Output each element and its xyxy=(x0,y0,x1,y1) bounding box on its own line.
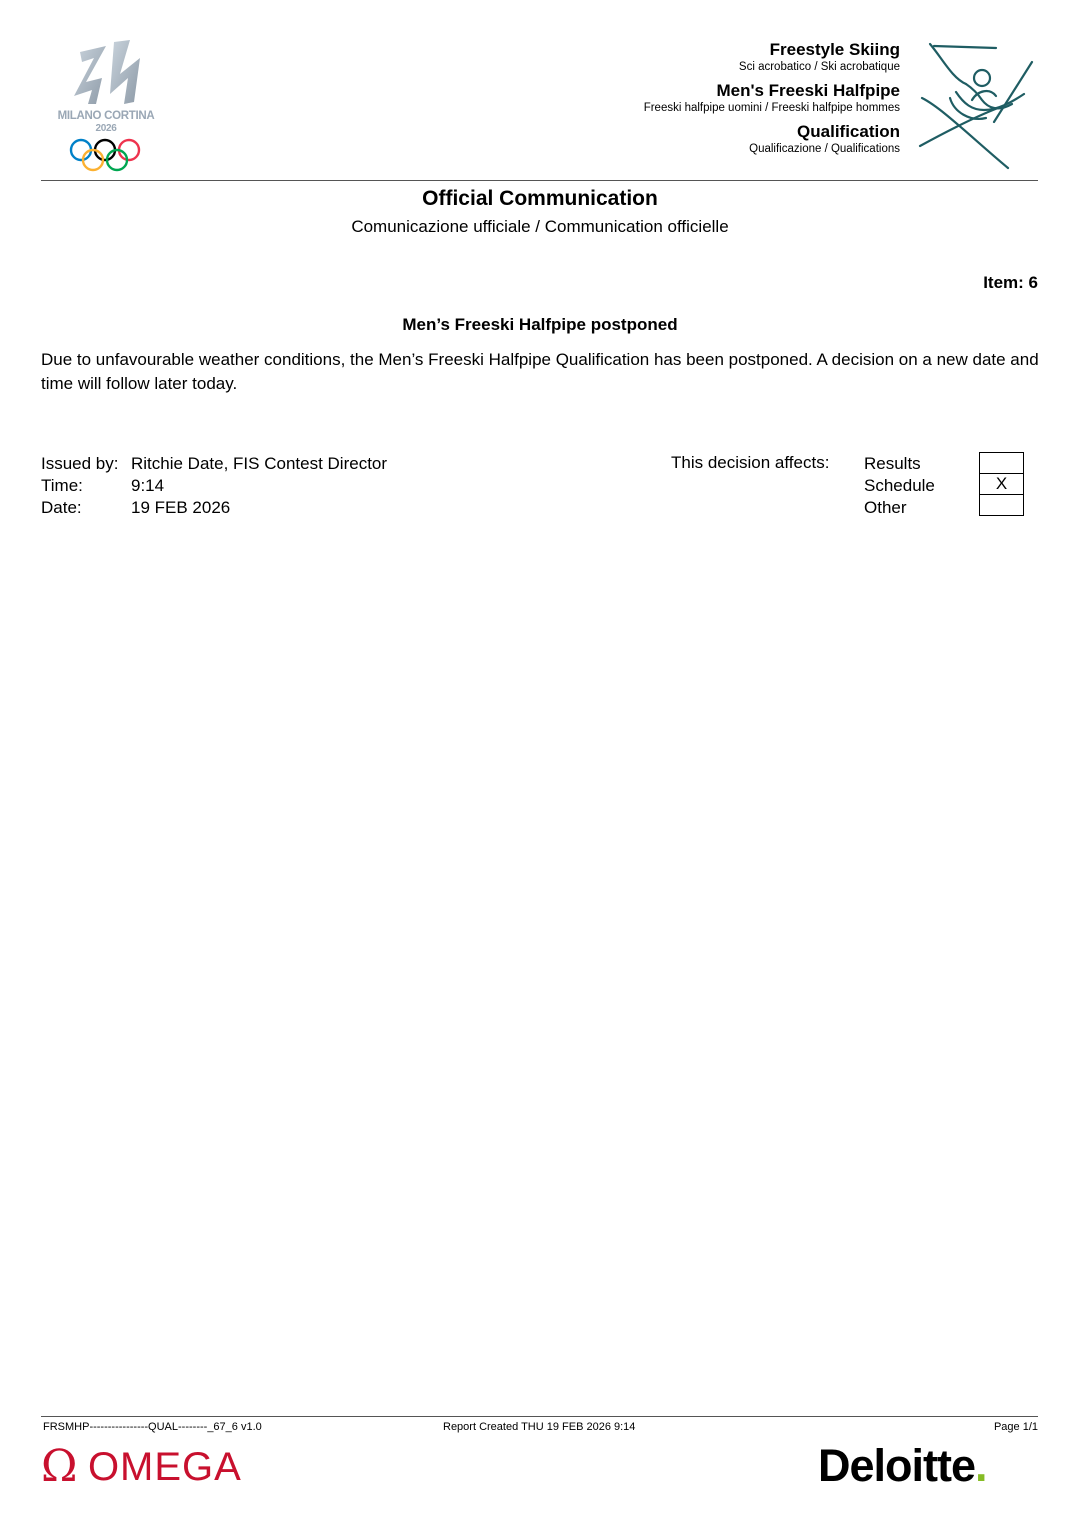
communication-body: Due to unfavourable weather conditions, the Men’s Freeski Halfpipe Qualification has been postponed. A decision on a new date and time will follow later today. xyxy=(41,350,1039,393)
document-title: Official Communication xyxy=(422,187,658,210)
omega-wordmark: OMEGA xyxy=(87,1445,242,1489)
report-created: Report Created THU 19 FEB 2026 9:14 xyxy=(443,1421,636,1433)
footer-divider xyxy=(41,1416,1038,1417)
phase-title: Qualification xyxy=(797,122,900,141)
deloitte-dot-icon: . xyxy=(975,1440,988,1491)
omega-symbol-icon: Ω xyxy=(41,1441,78,1492)
other-checkbox xyxy=(980,495,1024,516)
page-number: Page 1/1 xyxy=(993,1421,1038,1433)
discipline-title: Freestyle Skiing xyxy=(769,40,900,59)
milano-cortina-logo xyxy=(44,38,168,174)
affects-option-schedule: Schedule xyxy=(864,476,935,495)
affects-option-results: Results xyxy=(864,454,921,473)
freestyle-skier-icon xyxy=(912,38,1036,174)
omega-logo xyxy=(41,1441,242,1492)
date-value: 19 FEB 2026 xyxy=(131,498,231,517)
issued-by-value: Ritchie Date, FIS Contest Director xyxy=(131,454,388,473)
results-checkbox xyxy=(980,453,1024,474)
document-subtitle: Comunicazione ufficiale / Communication officielle xyxy=(351,217,729,236)
logo-year-text: 2026 xyxy=(95,123,117,134)
item-number: Item: 6 xyxy=(983,273,1038,292)
header-divider xyxy=(41,180,1038,181)
affects-options xyxy=(864,453,935,519)
affects-checkbox-table xyxy=(979,452,1024,516)
time-label: Time: xyxy=(41,476,83,495)
date-label: Date: xyxy=(41,498,82,517)
discipline-subtitle: Sci acrobatico / Ski acrobatique xyxy=(738,61,900,73)
communication-headline: Men’s Freeski Halfpipe postponed xyxy=(402,315,678,334)
deloitte-wordmark: Deloitte xyxy=(818,1440,976,1491)
event-header xyxy=(644,40,900,163)
event-subtitle: Freeski halfpipe uomini / Freeski halfpipe hommes xyxy=(643,102,900,114)
schedule-checkbox: X xyxy=(980,474,1024,495)
document-code: FRSMHP----------------QUAL--------_67_6 v1.0 xyxy=(43,1421,262,1433)
issued-by-label: Issued by: xyxy=(41,454,119,473)
games-emblem-icon xyxy=(44,38,168,174)
affects-option-other: Other xyxy=(864,498,907,517)
event-title: Men's Freeski Halfpipe xyxy=(716,81,900,100)
affects-label: This decision affects: xyxy=(671,453,830,472)
time-value: 9:14 xyxy=(131,476,165,495)
deloitte-logo xyxy=(818,1440,988,1492)
phase-subtitle: Qualificazione / Qualifications xyxy=(749,143,900,155)
logo-name-text: MILANO CORTINA xyxy=(57,110,155,122)
